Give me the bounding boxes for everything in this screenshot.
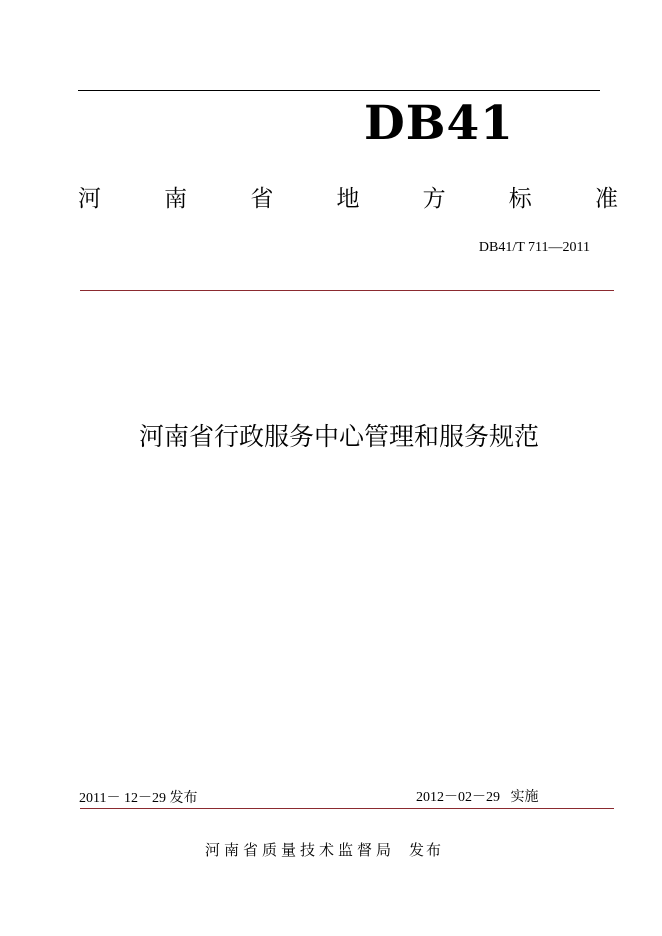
document-title: 河南省行政服务中心管理和服务规范 (138, 422, 539, 451)
issue-date: 2011－ 12－29 发布 (79, 791, 198, 806)
standard-type-char: 南 (164, 186, 188, 212)
standard-code-mark: DB41 (364, 96, 514, 151)
standard-type-char: 标 (508, 186, 532, 212)
footer-divider (80, 808, 614, 809)
standard-type-char: 河 (78, 186, 101, 212)
effective-date: 2012－02－29 实施 (416, 790, 539, 805)
standard-number: DB41/T 711—2011 (478, 240, 590, 255)
standard-type-char: 地 (336, 186, 360, 212)
top-rule (78, 90, 600, 91)
standard-type-heading (78, 182, 618, 216)
header-divider (80, 290, 614, 291)
standard-type-char: 方 (422, 186, 446, 212)
standard-type-char: 省 (250, 186, 274, 212)
standard-type-char: 准 (594, 186, 618, 212)
publisher-name: 河南省质量技术监督局 (205, 841, 396, 859)
publish-action: 发布 (409, 841, 444, 859)
publisher-line (205, 839, 443, 861)
